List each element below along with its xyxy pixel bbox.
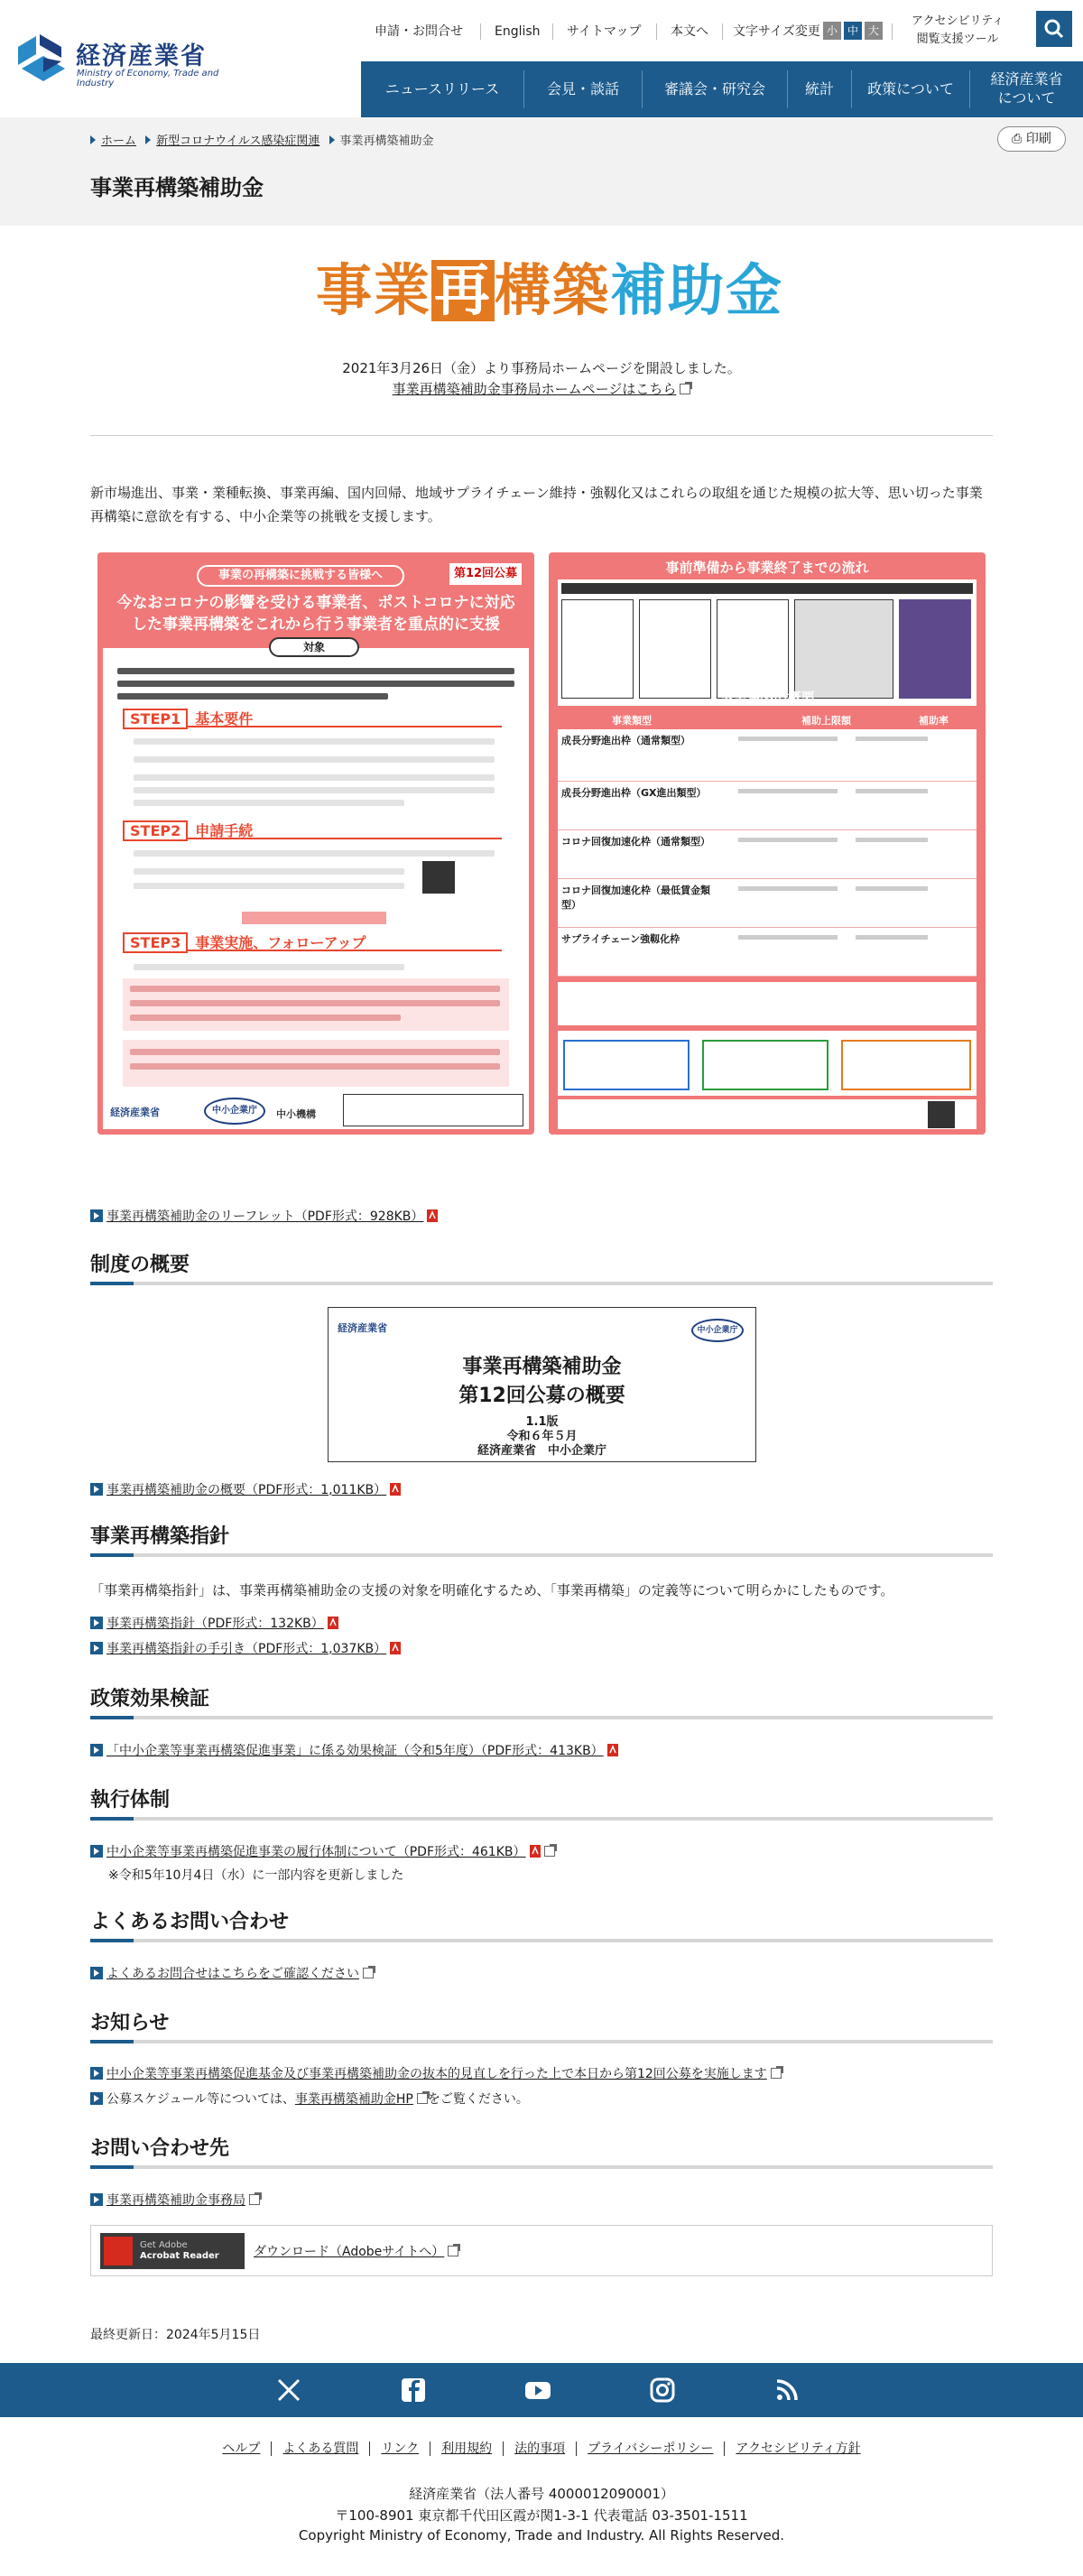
- banner-part4: 補助金: [610, 257, 784, 323]
- intro-text: 2021年3月26日（金）より事務局ホームページを開設しました。: [342, 360, 741, 376]
- breadcrumb-current: 事業再構築補助金: [339, 134, 434, 148]
- leaflet-col-type: 事業類型: [612, 715, 652, 727]
- footer-org: 経済産業省（法人番号 4000012090001）: [409, 2486, 674, 2502]
- nav-about-line2: について: [997, 89, 1056, 107]
- section-underline: [90, 1716, 993, 1719]
- breadcrumb-covid[interactable]: 新型コロナウイルス感染症関連: [156, 134, 320, 148]
- footer-legal-link[interactable]: 法的事項: [503, 2442, 576, 2456]
- summary-title1: 事業再構築補助金: [462, 1356, 622, 1378]
- section-faq-heading: よくあるお問い合わせ: [90, 1911, 290, 1933]
- logo-text-jp: 経済産業省: [76, 42, 207, 70]
- banner-part3: 構築: [495, 257, 611, 323]
- news-link[interactable]: 中小企業等事業再構築促進基金及び事業再構築補助金の抜本的見直しを行った上で本日から第12回公募を実施します: [106, 2067, 767, 2081]
- program-banner: [316, 256, 784, 325]
- util-english-link[interactable]: English: [495, 24, 541, 39]
- section-toiawase-heading: お問い合わせ先: [90, 2137, 230, 2160]
- section-seisaku-heading: 政策効果検証: [90, 1688, 210, 1710]
- footer-accessibility-link[interactable]: アクセシビリティ方針: [724, 2442, 871, 2456]
- leaflet-page-right[interactable]: [549, 552, 986, 1135]
- font-size-large-button[interactable]: 大: [865, 22, 883, 40]
- arrow-icon: [90, 1209, 103, 1222]
- external-link-icon: [544, 1846, 555, 1857]
- social-bar: [0, 2363, 1083, 2417]
- leaflet-logo-meti: 経済産業省: [110, 1107, 160, 1118]
- taisei-note: ※令和5年10月4日（水）に一部内容を更新しました: [108, 1868, 404, 1883]
- summary-pdf-link[interactable]: 事業再構築補助金の概要（PDF形式：1,011KB）: [106, 1483, 387, 1497]
- leaflet-page-left[interactable]: [97, 552, 534, 1135]
- leaflet-row-type: コロナ回復加速化枠（最低賃金類型）: [561, 885, 710, 911]
- section-shishin-heading: 事業再構築指針: [90, 1525, 230, 1548]
- breadcrumb: [90, 131, 434, 148]
- footer-help-link[interactable]: ヘルプ: [222, 2442, 261, 2456]
- leaflet-types-title: 事業類型の概要: [719, 690, 815, 706]
- accessibility-line2: 閲覧支援ツール: [916, 32, 999, 46]
- search-button[interactable]: [1036, 11, 1072, 47]
- tebiki-pdf-link[interactable]: 事業再構築指針の手引き（PDF形式：1,037KB）: [106, 1642, 387, 1656]
- print-label: 印刷: [1025, 132, 1051, 146]
- summary-meti-logo: 経済産業省: [338, 1322, 387, 1334]
- leaflet-badge: 第12回公募: [449, 563, 522, 585]
- nav-about[interactable]: [970, 61, 1083, 117]
- summary-date: 令和６年５月: [506, 1430, 578, 1443]
- external-link-icon: [771, 2068, 782, 2079]
- nav-news-release[interactable]: ニュースリリース: [384, 79, 500, 97]
- nav-press[interactable]: 会見・談話: [546, 79, 619, 97]
- footer-link-link[interactable]: リンク: [369, 2442, 430, 2456]
- printer-icon: ⎙: [1012, 132, 1023, 146]
- pdf-icon: [530, 1845, 541, 1858]
- x-twitter-icon[interactable]: [274, 2376, 303, 2405]
- nav-statistics[interactable]: 統計: [804, 79, 834, 97]
- leaflet-step3: STEP3: [123, 932, 188, 953]
- summary-image[interactable]: [328, 1307, 756, 1462]
- leaflet-head: 事業の再構築に挑戦する皆様へ: [197, 565, 404, 587]
- external-link-icon: [363, 1968, 374, 1978]
- faq-link[interactable]: よくあるお問合せはこちらをご確認ください: [106, 1967, 359, 1981]
- section-oshirase-heading: お知らせ: [90, 2012, 170, 2034]
- footer-terms-link[interactable]: 利用規約: [430, 2442, 503, 2456]
- leaflet-step2: STEP2: [123, 820, 188, 841]
- accessibility-tool-link[interactable]: [908, 13, 1007, 46]
- leaflet-pdf-link[interactable]: 事業再構築補助金のリーフレット（PDF形式：928KB）: [106, 1209, 424, 1224]
- arrow-icon: [90, 2193, 103, 2206]
- schedule-text: 公募スケジュール等については、: [106, 2092, 295, 2107]
- nav-policy[interactable]: 政策について: [867, 79, 954, 97]
- qr-code-icon: [422, 861, 455, 894]
- section-underline: [90, 1817, 993, 1821]
- facebook-icon[interactable]: [399, 2376, 428, 2405]
- arrow-icon: [90, 1642, 103, 1654]
- meti-logo[interactable]: [16, 31, 242, 88]
- leaflet-row-type: コロナ回復加速化枠（通常類型）: [561, 836, 710, 848]
- leaflet-step1: STEP1: [123, 709, 188, 729]
- shishin-text: 「事業再構築指針」は、事業再構築補助金の支援の対象を明確化するため、「事業再構築」の定義等について明らかにしたものです。: [90, 1582, 894, 1598]
- arrow-icon: [90, 2092, 103, 2105]
- summary-version: 1.1版: [525, 1415, 559, 1429]
- section-underline: [90, 1553, 993, 1557]
- arrow-icon: [90, 1483, 103, 1496]
- footer-links: [0, 2439, 1083, 2457]
- arrow-icon: [90, 2067, 103, 2080]
- schedule-hp-link[interactable]: 事業再構築補助金HP: [294, 2092, 413, 2107]
- section-underline: [90, 1939, 993, 1942]
- leaflet-step3-label: 事業実施、フォローアップ: [195, 934, 366, 951]
- util-sitemap-link[interactable]: サイトマップ: [567, 24, 642, 39]
- leaflet-col-max: 補助上限額: [801, 715, 851, 727]
- arrow-icon: [90, 1967, 103, 1979]
- rss-icon[interactable]: [773, 2376, 801, 2405]
- kensho-pdf-link[interactable]: 「中小企業等事業再構築促進事業」に係る効果検証（令和5年度）（PDF形式：413KB）: [106, 1744, 604, 1758]
- pdf-icon: [390, 1483, 401, 1496]
- meti-logo-icon: [16, 31, 67, 85]
- banner-part2: 再: [431, 260, 495, 321]
- pdf-icon: [328, 1617, 338, 1629]
- summary-issuer: 経済産業省 中小企業庁: [477, 1444, 606, 1458]
- secretariat-home-link[interactable]: 事業再構築補助金事務局ホームページはこちら: [392, 381, 677, 397]
- external-link-icon: [417, 2093, 428, 2104]
- banner-part1: 事業: [316, 257, 432, 323]
- adobe-reader-badge[interactable]: [100, 2233, 245, 2269]
- section-seido-heading: 制度の概要: [90, 1254, 190, 1276]
- nav-council[interactable]: 審議会・研究会: [663, 79, 765, 97]
- leaflet-title: 今なおコロナの影響を受ける事業者、ポストコロナに対応した事業再構築をこれから行う事業者を重点的に支援: [116, 594, 515, 634]
- instagram-icon[interactable]: [648, 2376, 677, 2405]
- logo-text-en: Ministry of Economy, Trade and Industry: [77, 69, 219, 88]
- leaflet-row-type: 成長分野進出枠（GX進出類型）: [561, 787, 707, 799]
- summary-chusho-logo: 中小企業庁: [691, 1319, 744, 1342]
- adobe-badge-line2: Acrobat Reader: [140, 2251, 219, 2261]
- external-link-icon: [448, 2246, 458, 2256]
- shishin-pdf-link[interactable]: 事業再構築指針（PDF形式：132KB）: [106, 1617, 324, 1631]
- accessibility-line1: アクセシビリティ: [911, 14, 1004, 28]
- font-size-small-button[interactable]: 小: [823, 22, 841, 40]
- adobe-download-link[interactable]: ダウンロード（Adobeサイトへ）: [254, 2245, 445, 2259]
- breadcrumb-home[interactable]: ホーム: [101, 134, 137, 148]
- external-link-icon: [249, 2194, 260, 2205]
- youtube-icon[interactable]: [523, 2376, 552, 2405]
- print-button[interactable]: [997, 126, 1066, 152]
- arrow-icon: [90, 1617, 103, 1629]
- contact-link[interactable]: 事業再構築補助金事務局: [106, 2193, 245, 2208]
- taisei-pdf-link[interactable]: 中小企業等事業再構築促進事業の履行体制について（PDF形式：461KB）: [106, 1845, 526, 1859]
- arrow-icon: [90, 1744, 103, 1756]
- qr-code-icon: [928, 1101, 955, 1128]
- external-link-icon: [680, 384, 690, 394]
- lead-text: 新市場進出、事業・業種転換、事業再編、国内回帰、地域サプライチェーン維持・強靱化又はこれらの取組を通じた規模の拡大等、思い切った事業再構築に意欲を有する、中小企業等の挑戦を支援します。: [90, 485, 983, 524]
- section-shikko-heading: 執行体制: [90, 1789, 171, 1812]
- summary-title2: 第12回公募の概要: [458, 1385, 625, 1407]
- nav-about-line1: 経済産業省: [990, 70, 1063, 88]
- page-title: 事業再構築補助金: [90, 175, 264, 200]
- footer-privacy-link[interactable]: プライバシーポリシー: [576, 2442, 724, 2456]
- divider: [90, 435, 993, 436]
- pdf-icon: [427, 1209, 438, 1222]
- adobe-acrobat-icon: [104, 2237, 133, 2266]
- adobe-reader-box: [90, 2225, 993, 2276]
- schedule-text-end: をご覧ください。: [427, 2092, 529, 2107]
- footer-copyright: Copyright Ministry of Economy, Trade and Industry. All Rights Reserved.: [298, 2527, 785, 2544]
- util-apply-link[interactable]: 申請・お問合せ: [375, 24, 463, 39]
- leaflet-flow-title: 事前準備から事業終了までの流れ: [665, 560, 869, 576]
- footer-faq-link[interactable]: よくある質問: [271, 2442, 369, 2456]
- leaflet-logo-smrj: 中小機構: [276, 1108, 316, 1120]
- leaflet-target: 対象: [269, 637, 359, 657]
- section-underline: [90, 1282, 993, 1285]
- adobe-badge-line1: Get Adobe: [140, 2240, 188, 2250]
- leaflet-step2-label: 申請手続: [195, 822, 254, 839]
- leaflet-col-rate: 補助率: [919, 715, 949, 727]
- font-size-medium-button[interactable]: 中: [844, 22, 862, 40]
- arrow-icon: [90, 1845, 103, 1858]
- footer-address: 〒100-8901 東京都千代田区霞が関1-3-1 代表電話 03-3501-1511: [335, 2507, 748, 2524]
- section-underline: [90, 2040, 993, 2043]
- leaflet-row-type: サプライチェーン強靱化枠: [561, 933, 680, 945]
- leaflet-step1-label: 基本要件: [195, 710, 254, 727]
- leaflet-logo-chusho: 中小企業庁: [204, 1098, 265, 1125]
- pdf-icon: [390, 1642, 401, 1654]
- util-skip-link[interactable]: 本文へ: [671, 24, 708, 39]
- last-updated: 最終更新日：2024年5月15日: [90, 2328, 261, 2342]
- font-size-label: 文字サイズ変更: [733, 24, 820, 39]
- section-underline: [90, 2165, 993, 2169]
- search-icon: [1036, 11, 1072, 47]
- global-nav: [361, 61, 1083, 117]
- leaflet-row-type: 成長分野進出枠（通常類型）: [561, 735, 690, 746]
- pdf-icon: [607, 1744, 618, 1756]
